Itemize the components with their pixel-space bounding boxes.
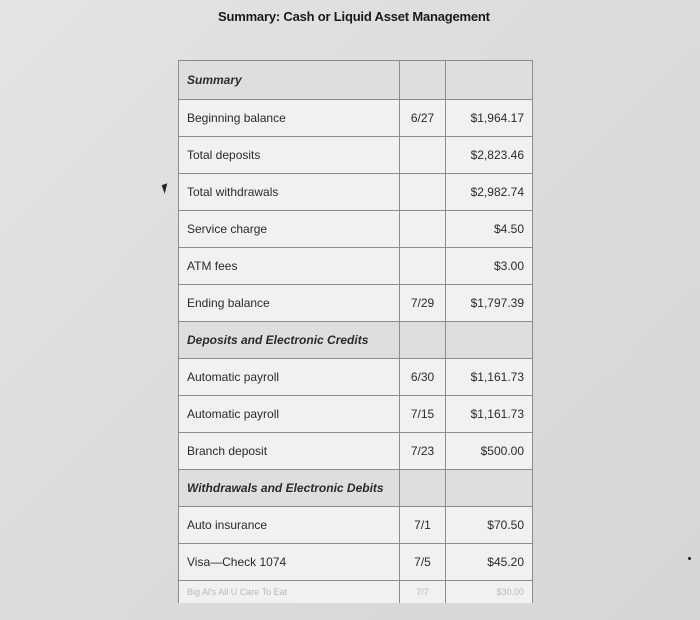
row-date: 6/27	[400, 100, 446, 137]
row-date	[400, 61, 446, 100]
table-row	[179, 211, 533, 248]
table-row	[179, 507, 533, 544]
section-header-row	[179, 322, 533, 359]
row-date	[400, 248, 446, 285]
row-amount: $1,797.39	[446, 285, 533, 322]
row-label: Ending balance	[179, 285, 400, 322]
table-row	[179, 285, 533, 322]
table-row	[179, 581, 533, 604]
mouse-pointer-icon	[162, 183, 171, 194]
row-label: Withdrawals and Electronic Debits	[179, 470, 400, 507]
section-header-row	[179, 470, 533, 507]
table-row	[179, 396, 533, 433]
table-row	[179, 359, 533, 396]
row-label: Total withdrawals	[179, 174, 400, 211]
row-amount: $2,982.74	[446, 174, 533, 211]
row-amount: $500.00	[446, 433, 533, 470]
row-label: Visa—Check 1074	[179, 544, 400, 581]
table-row	[179, 137, 533, 174]
dust-speck	[688, 557, 691, 560]
row-label: Big Al's All U Care To Eat	[179, 581, 400, 604]
row-amount: $70.50	[446, 507, 533, 544]
row-amount	[446, 61, 533, 100]
row-amount: $1,964.17	[446, 100, 533, 137]
row-label: ATM fees	[179, 248, 400, 285]
row-date	[400, 137, 446, 174]
row-label: Automatic payroll	[179, 359, 400, 396]
table-row	[179, 248, 533, 285]
table-row	[179, 544, 533, 581]
row-date	[400, 211, 446, 248]
table-row	[179, 100, 533, 137]
row-amount: $1,161.73	[446, 359, 533, 396]
ledger-table	[178, 60, 533, 603]
row-amount: $45.20	[446, 544, 533, 581]
row-amount: $1,161.73	[446, 396, 533, 433]
section-header-row	[179, 61, 533, 100]
table-row	[179, 174, 533, 211]
row-date: 7/23	[400, 433, 446, 470]
row-date: 7/15	[400, 396, 446, 433]
row-date: 7/29	[400, 285, 446, 322]
row-date: 7/1	[400, 507, 446, 544]
row-amount	[446, 322, 533, 359]
row-label: Total deposits	[179, 137, 400, 174]
row-amount	[446, 470, 533, 507]
row-amount: $4.50	[446, 211, 533, 248]
table-row	[179, 433, 533, 470]
row-amount: $30.00	[446, 581, 533, 604]
row-label: Branch deposit	[179, 433, 400, 470]
row-label: Summary	[179, 61, 400, 100]
row-date: 7/5	[400, 544, 446, 581]
row-date	[400, 322, 446, 359]
row-amount: $3.00	[446, 248, 533, 285]
row-date: 7/7	[400, 581, 446, 604]
row-date	[400, 470, 446, 507]
row-date	[400, 174, 446, 211]
row-label: Automatic payroll	[179, 396, 400, 433]
row-label: Auto insurance	[179, 507, 400, 544]
page-title: Summary: Cash or Liquid Asset Management	[218, 9, 490, 24]
row-amount: $2,823.46	[446, 137, 533, 174]
row-label: Beginning balance	[179, 100, 400, 137]
row-label: Deposits and Electronic Credits	[179, 322, 400, 359]
row-label: Service charge	[179, 211, 400, 248]
row-date: 6/30	[400, 359, 446, 396]
